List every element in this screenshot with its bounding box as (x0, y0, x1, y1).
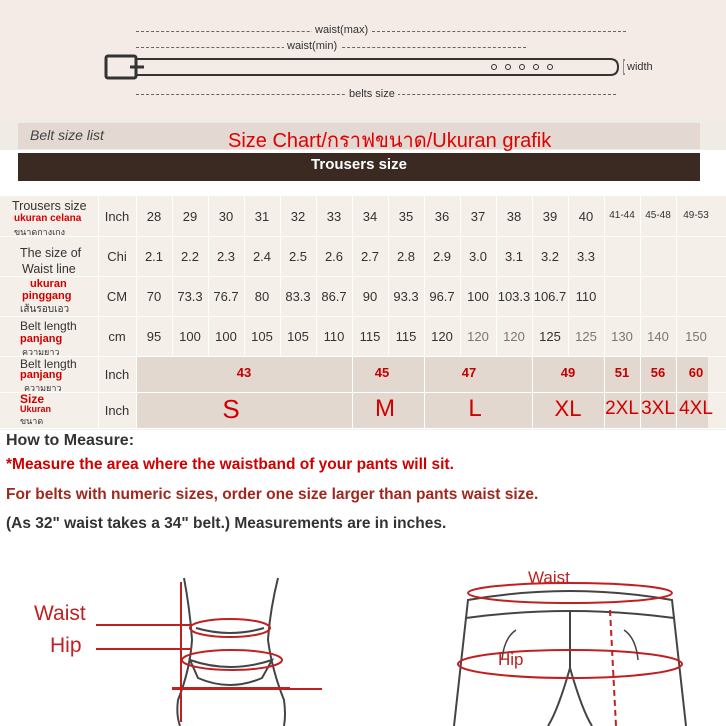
table-cell: 45-48 (645, 210, 671, 221)
table-cell: 2.7 (360, 249, 380, 264)
table-cell: 96.7 (429, 289, 455, 304)
row6-label-id: Ukuran (20, 404, 52, 414)
table-cell: 125 (539, 329, 561, 344)
table-cell: 49-53 (683, 210, 709, 221)
left-hip-label: Hip (50, 634, 82, 657)
table-cell: 37 (470, 209, 486, 224)
table-cell: 120 (503, 329, 525, 344)
row5-label-th: ความยาว (24, 383, 62, 393)
trousers-size-heading: Trousers size (311, 156, 407, 173)
table-cell: 150 (685, 329, 707, 344)
measure-line-2: For belts with numeric sizes, order one size larger than pants waist size. (6, 486, 539, 503)
table-cell: 51 (614, 365, 630, 380)
row6-unit: Inch (104, 403, 130, 418)
table-cell: 29 (182, 209, 198, 224)
table-cell: 86.7 (321, 289, 347, 304)
table-cell: 3.0 (468, 249, 488, 264)
table-cell: 76.7 (213, 289, 239, 304)
table-cell: 36 (434, 209, 450, 224)
table-cell: 106.7 (533, 289, 567, 304)
table-cell: 60 (688, 365, 704, 380)
table-cell: 35 (398, 209, 414, 224)
table-cell: 80 (254, 289, 270, 304)
width-label: width (624, 61, 656, 73)
table-cell: 33 (326, 209, 342, 224)
row2-unit: Chi (107, 249, 127, 264)
table-cell: 73.3 (177, 289, 203, 304)
right-hip-label: Hip (498, 650, 524, 669)
measure-line-3: (As 32" waist takes a 34" belt.) Measurements are in inches. (6, 515, 447, 532)
table-cell: 2.3 (216, 249, 236, 264)
row5-label: Belt length (20, 357, 77, 371)
table-cell: 28 (146, 209, 162, 224)
right-waist-label: Waist (528, 568, 570, 587)
table-cell: 43 (236, 365, 252, 380)
size-table (0, 196, 726, 430)
table-cell: 93.3 (393, 289, 419, 304)
table-cell: 32 (290, 209, 306, 224)
waist-max-line (136, 31, 626, 32)
table-cell: 83.3 (285, 289, 311, 304)
table-cell: 34 (362, 209, 378, 224)
table-cell: 103.3 (497, 289, 531, 304)
table-cell: 125 (575, 329, 597, 344)
row3-label-id2: pinggang (22, 290, 72, 302)
row3-label-id1: ukuran (30, 278, 67, 290)
table-cell: 2.5 (288, 249, 308, 264)
table-cell: 3XL (641, 398, 675, 419)
row4-label-th: ความยาว (22, 347, 60, 357)
measure-line-1: *Measure the area where the waistband of your pants will sit. (6, 456, 454, 473)
pants-figure-icon (440, 560, 710, 726)
left-bottom-line (172, 688, 322, 690)
row5-label-id: panjang (20, 369, 63, 381)
belt-size-list-label: Belt size list (30, 127, 104, 143)
table-cell: 140 (647, 329, 669, 344)
row3-label-th: เส้นรอบเอว (20, 304, 70, 315)
table-cell: 2.9 (432, 249, 452, 264)
row1-label-id: ukuran celana (14, 213, 82, 224)
table-cell: 3.2 (540, 249, 560, 264)
left-hip-pointer (96, 648, 192, 650)
table-cell: 90 (362, 289, 378, 304)
waist-min-label: waist(min) (284, 40, 340, 52)
table-cell: M (375, 395, 395, 422)
table-cell: 2.4 (252, 249, 272, 264)
table-cell: S (222, 394, 240, 424)
table-cell: 3.3 (576, 249, 596, 264)
table-cell: 2.8 (396, 249, 416, 264)
row1-label: Trousers size (12, 199, 87, 213)
belt-icon (100, 50, 660, 84)
left-measure-line (180, 582, 182, 722)
size-chart-title: Size Chart/กราฟขนาด/Ukuran grafik (228, 130, 552, 152)
table-cell: 115 (395, 329, 417, 344)
table-cell: 100 (467, 289, 489, 304)
row2-label-line1: The size of (20, 246, 82, 260)
left-waist-label: Waist (34, 602, 86, 625)
table-cell: 41-44 (609, 210, 635, 221)
table-cell: 31 (254, 209, 270, 224)
table-cell: 47 (461, 365, 477, 380)
table-cell: 4XL (679, 398, 713, 419)
table-cell: 105 (287, 329, 309, 344)
table-cell: XL (554, 396, 582, 421)
belt-diagram (0, 0, 726, 118)
row4-label-id: panjang (20, 333, 63, 345)
table-cell: 2.2 (180, 249, 200, 264)
table-cell: 39 (542, 209, 558, 224)
table-cell: 30 (218, 209, 234, 224)
row4-unit: cm (108, 329, 126, 344)
table-cell: 40 (578, 209, 594, 224)
row1-label-th: ขนาดกางเกง (14, 227, 66, 237)
row6-label: Size (20, 392, 45, 406)
table-cell: 115 (359, 329, 381, 344)
table-cell: 2XL (605, 398, 639, 419)
table-cell: 2.1 (144, 249, 164, 264)
table-cell: 2.6 (324, 249, 344, 264)
table-cell: 110 (323, 329, 345, 344)
table-cell: 120 (431, 329, 453, 344)
table-cell: 110 (575, 289, 597, 304)
table-cell: 45 (374, 365, 390, 380)
belts-size-label: belts size (346, 88, 398, 100)
table-cell: 38 (506, 209, 522, 224)
table-cell: 100 (215, 329, 237, 344)
table-cell: 49 (560, 365, 576, 380)
table-cell: 70 (146, 289, 162, 304)
table-cell: 130 (611, 329, 633, 344)
table-cell: 95 (146, 329, 162, 344)
table-cell: 105 (251, 329, 273, 344)
left-waist-pointer (96, 624, 192, 626)
table-cell: 100 (179, 329, 201, 344)
table-cell: 120 (467, 329, 489, 344)
table-cell: 3.1 (504, 249, 524, 264)
how-to-measure-heading: How to Measure: (6, 432, 135, 449)
table-cell: 56 (650, 365, 666, 380)
row6-label-th: ขนาด (20, 416, 44, 426)
table-cell: L (468, 395, 482, 422)
waist-max-label: waist(max) (312, 24, 371, 36)
row1-unit: Inch (104, 209, 130, 224)
row5-unit: Inch (104, 367, 130, 382)
row4-label: Belt length (20, 319, 77, 333)
row3-unit: CM (106, 289, 128, 304)
row2-label-line2: Waist line (22, 262, 76, 276)
